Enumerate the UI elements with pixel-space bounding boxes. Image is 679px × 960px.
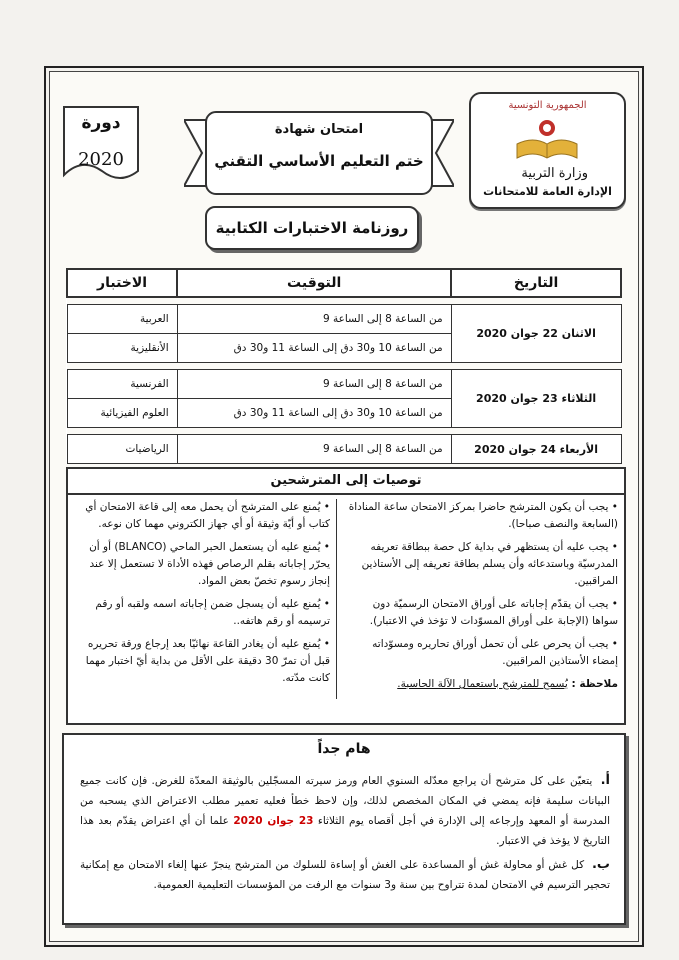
calendar-title: روزنامة الاختبارات الكتابية xyxy=(205,206,419,250)
header-date: التاريخ xyxy=(451,269,621,297)
session-box xyxy=(62,105,140,185)
department-label: الإدارة العامة للامتحانات xyxy=(483,185,612,198)
date-cell: الأربعاء 24 جوان 2020 xyxy=(451,435,621,464)
deadline-highlight: 23 جوان 2020 xyxy=(233,815,314,827)
item-text: كل غش أو محاولة غش أو المساعدة على الغش أو إساءة للسلوك من المترشح ينجرّ عنها إلغاء الامتحان مع إمكانية تحجير الترسيم في الامتحان لمدة تتراوح بين سنة و3 سنوات مع الرفت من المؤسسات التعليمية العمومية. xyxy=(80,859,610,891)
timing-cell: من الساعة 10 و30 دق إلى الساعة 11 و30 دق xyxy=(177,334,451,363)
subject-cell: الرياضيات xyxy=(67,435,177,464)
schedule-table xyxy=(66,268,622,464)
list-item xyxy=(80,771,610,851)
subject-cell: الأنقليزية xyxy=(67,334,177,363)
note xyxy=(346,676,618,693)
timing-cell: من الساعة 10 و30 دق إلى الساعة 11 و30 دق xyxy=(177,399,451,428)
header-test: الاختبار xyxy=(67,269,177,297)
list-item: • يجب عليه أن يستظهر في بداية كل حصة ببطاقة تعريفه المدرسيّة وباستدعائه وأن يسلم بطاقة تعريفه إلى الأستاذين المراقبين. xyxy=(361,541,618,587)
exam-title-ribbon xyxy=(184,108,454,198)
list-item: • يُمنع عليه أن يسجل ضمن إجاباته اسمه ولقبه أو رقم ترسيمه أو رقم هاتفه.. xyxy=(95,598,330,627)
item-bullet: أ. xyxy=(600,773,610,788)
recommendations-title: توصيات إلى المترشحين xyxy=(68,469,624,495)
item-bullet: ب. xyxy=(591,857,610,872)
date-cell: الثلاثاء 23 جوان 2020 xyxy=(451,370,621,428)
ministry-label: وزارة التربية xyxy=(521,166,588,181)
note-label: ملاحظة : xyxy=(571,678,618,690)
list-item xyxy=(80,855,610,895)
recommendations-left-column xyxy=(74,499,337,699)
important-box xyxy=(62,733,626,925)
header-timing: التوقيت xyxy=(177,269,451,297)
list-item: • يُمنع على المترشح أن يحمل معه إلى قاعة الامتحان أي كتاب أو أيّة وثيقة أو أي جهاز الكتروني مهما كان نوعه. xyxy=(85,501,330,530)
subject-cell: الفرنسية xyxy=(67,370,177,399)
session-label: دورة xyxy=(81,113,121,133)
ministry-logo xyxy=(469,92,626,209)
timing-cell: من الساعة 8 إلى الساعة 9 xyxy=(177,305,451,334)
note-text: يُسمح للمترشح باستعمال الآلة الحاسبة. xyxy=(397,678,568,690)
list-item: • يُمنع عليه أن يغادر القاعة نهائيّا بعد إرجاع ورقة تحريره قبل أن تمرّ 30 دقيقة على الأقل من بداية أيّ اختبار مهما كانت مدّته. xyxy=(85,638,330,684)
recommendations-right-column xyxy=(346,499,618,693)
important-title: هام جداً xyxy=(317,741,371,757)
table-row xyxy=(67,305,621,334)
timing-cell: من الساعة 8 إلى الساعة 9 xyxy=(177,435,451,464)
list-item: • يُمنع عليه أن يستعمل الحبر الماحي (BLANCO) أو أن يحرّر إجاباته بقلم الرصاص فهذه الأداة لا تستعمل إلا عند إنجاز رسوم تخصّ بعض المواد. xyxy=(89,541,330,587)
date-cell: الاثنان 22 جوان 2020 xyxy=(451,305,621,363)
list-item: • يجب أن يقدّم إجاباته على أوراق الامتحان الرسميّة دون سواها (الإجابة على أوراق المسوّدات لا تؤخذ في الاعتبار). xyxy=(369,598,618,627)
exam-line2: ختم التعليم الأساسي التقني xyxy=(214,152,424,170)
book-emblem-icon xyxy=(513,118,581,162)
exam-line1: امتحان شهادة xyxy=(274,122,364,137)
list-item: • يجب أن يحرص على أن تحمل أوراق تحاريره ومسوّداته إمضاء الأستاذين المراقبين. xyxy=(372,638,618,667)
recommendations-box xyxy=(66,467,626,725)
important-body xyxy=(80,771,610,899)
table-row xyxy=(67,370,621,399)
item-text: يتعيّن على كل مترشح أن يراجع معدّله السنوي العام ورمز سيرته المسجّلين بالوثيقة المعدّة للغرض. فإن كانت جميع البيانات سليمة فإنه يمضي في المكان المخصص لذلك، وإن لاحظ خطأ فعليه تعمير مطلب الاعتراض الذي يسحبه من المدرسة أو المعهد وإرجاعه إلى الإدارة في أجل أقصاه يوم الثلاثاء xyxy=(80,775,610,827)
list-item: • يجب أن يكون المترشح حاضرا بمركز الامتحان ساعة المناداة (السابعة والنصف صباحا). xyxy=(348,501,618,530)
republic-label: الجمهورية التونسية xyxy=(508,100,587,111)
table-row xyxy=(67,435,621,464)
timing-cell: من الساعة 8 إلى الساعة 9 xyxy=(177,370,451,399)
item-text: علما أن أي اعتراض يقدّم بعد هذا التاريخ لا يؤخذ في الاعتبار. xyxy=(80,815,610,847)
subject-cell: العربية xyxy=(67,305,177,334)
table-header-row xyxy=(67,269,621,297)
session-year: 2020 xyxy=(78,149,124,170)
subject-cell: العلوم الفيزيائية xyxy=(67,399,177,428)
